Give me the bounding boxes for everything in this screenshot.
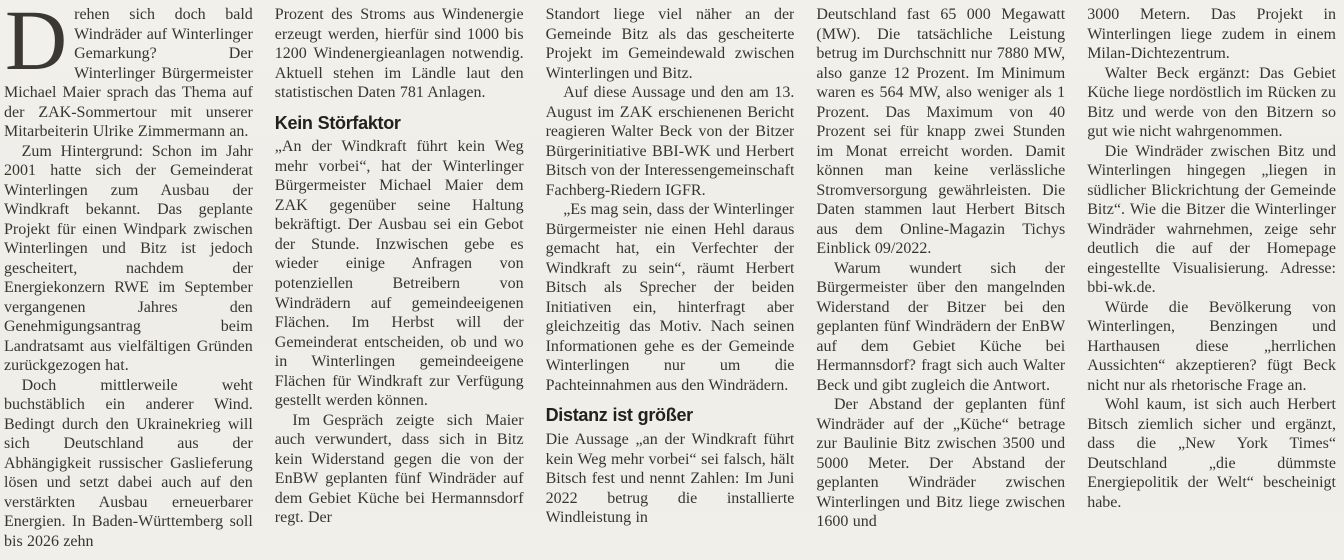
lead-text: rehen sich doch bald Windräder auf Winterlinger Gemarkung? Der Winterlinger Bürgermeister Michael Maier sprach das Thema auf der ZAK-Sommertour mit unserer Mitarbeiterin Ulrike Zimmermann an. <box>4 6 253 141</box>
article-column-3 <box>546 5 795 560</box>
article-paragraph: Der Abstand der geplanten fünf Windräder auf der „Küche“ betrage zur Baulinie Bitz zwischen 3500 und 5000 Meter. Der Abstand der geplanten Windräder zwischen Winterlingen und Bitz liege zwischen 1600 und <box>816 396 1066 531</box>
article-paragraph-continuation: Deutschland fast 65 000 Megawatt (MW). Die tatsächliche Leistung betrug im Durchschnitt nur 7880 MW, also ganze 12 Prozent. Im Minimum waren es 564 MW, also weniger als 1 Prozent. Das Maximum von 40 Prozent sei für knapp zwei Stunden im Monat erreicht worden. Damit können man keine verlässliche Stromversorgung gewährleisten. Die Daten stammen laut Herbert Bitsch aus dem Online-Magazin Tichys Einblick 09/2022. <box>816 6 1066 258</box>
article-paragraph: Walter Beck ergänzt: Das Gebiet Küche liege nordöstlich im Rücken zu Bitz und werde von den Bitzern so gut wie nicht wahrgenommen. <box>1087 64 1336 141</box>
article-paragraph: Würde die Bevölkerung von Winterlingen, Benzingen und Harthausen diese „herrlichen Aussichten“ akzeptieren? fügt Beck nicht nur als rhetorische Frage an. <box>1087 298 1336 394</box>
article-paragraph: Wohl kaum, ist sich auch Herbert Bitsch ziemlich sicher und ergänzt, dass die „New York Times“ Deutschland „die dümmste Energiepolitik der Welt“ bescheinigt habe. <box>1087 396 1336 511</box>
article-paragraph: „An der Windkraft führt kein Weg mehr vorbei“, hat der Winterlinger Bürgermeister Michael Maier dem ZAK gegenüber seine Haltung bekräftigt. Der Ausbau sei ein Gebot der Stunde. Inzwischen gebe es wieder einige Anfragen von potenziellen Betreibern von Windrädern auf gemeindeeigenen Flächen. Im Herbst will der Gemeinderat entscheiden, ob und wo in Winterlingen gemeindeeigene Flächen für Windkraft zur Verfügung gestellt werden können. <box>274 138 524 410</box>
article-paragraph-continuation: 3000 Metern. Das Projekt in Winterlingen liege zudem in einem Milan-Dichtezentrum. <box>1087 6 1336 63</box>
article-paragraph: Warum wundert sich der Bürgermeister über den mangelnden Widerstand der Bitzer bei den geplanten fünf Windrädern der EnBW auf dem Gebiet Küche bei Hermannsdorf? fragt sich auch Walter Beck und gibt zugleich die Antwort. <box>816 259 1066 394</box>
lead-paragraph <box>4 5 253 142</box>
article-paragraph: Zum Hintergrund: Schon im Jahr 2001 hatte sich der Gemeinderat Winterlingen zum Ausbau der Windkraft bekannt. Das geplante Projekt für einen Windpark zwischen Winterlingen und Bitz ist jedoch gescheitert, nachdem der Energiekonzern RWE im September vergangenen Jahres den Genehmigungsantrag beim Landratsamt aus vielfältigen Gründen zurückgezogen hat. <box>4 142 253 375</box>
article-column-4 <box>816 5 1065 560</box>
article-paragraph: Die Aussage „an der Windkraft führt kein Weg mehr vorbei“ sei falsch, hält Bitsch fest und nennt Zahlen: Im Juni 2022 betrug die installierte Windleistung in <box>545 431 795 527</box>
article-paragraph: Die Windräder zwischen Bitz und Winterlingen hingegen „liegen in südlicher Blickrichtung der Gemeinde Bitz“. Wie die Bitzer die Winterlinger Windräder wahrnehmen, zeige sehr deutlich die auf der Homepage eingestellte Visualisierung. Adresse: bbi-wk.de. <box>1087 142 1336 297</box>
section-heading-kein-stoerfaktor: Kein Störfaktor <box>274 112 401 133</box>
drop-cap: D <box>5 5 68 88</box>
article-column-2 <box>275 5 524 560</box>
article-paragraph: Doch mittlerweile weht buchstäblich ein anderer Wind. Bedingt durch den Ukrainekrieg will sich Deutschland aus der Abhängigkeit russischer Gaslieferung lösen und setzt dabei auch auf den verstärkten Ausbau erneuerbarer Energien. In Baden-Württemberg soll bis 2026 zehn <box>4 376 253 550</box>
article-paragraph-continuation: Prozent des Stroms aus Windenergie erzeugt werden, hierfür sind 1000 bis 1200 Windenergieanlagen notwendig. Aktuell stehen im Ländle laut den statistischen Daten 781 Anlagen. <box>274 6 524 102</box>
article-column-5 <box>1087 5 1336 560</box>
article-column-1 <box>4 5 253 560</box>
article-paragraph-continuation: Standort liege viel näher an der Gemeinde Bitz als das gescheiterte Projekt im Gemeindewald zwischen Winterlingen und Bitz. <box>545 6 795 82</box>
article-paragraph: Auf diese Aussage und den am 13. August im ZAK erschienenen Bericht reagieren Walter Beck von der Bitzer Bürgerinitiative BBI-WK und Herbert Bitsch von der Interessengemeinschaft Fachberg-Riedern IGFR. <box>545 84 795 199</box>
article-paragraph: „Es mag sein, dass der Winterlinger Bürgermeister nie einen Hehl daraus gemacht hat, ein Verfechter der Windkraft zu sein“, räumt Herbert Bitsch als Sprecher der beiden Initiativen ein, hinterfragt aber gleichzeitig das Motiv. Nach seinen Informationen gehe es der Gemeinde Winterlingen nur um die Pachteinnahmen aus den Windrädern. <box>545 201 795 394</box>
article-paragraph: Im Gespräch zeigte sich Maier auch verwundert, dass sich in Bitz kein Widerstand gegen die von der EnBW geplanten fünf Windräder auf dem Gebiet Küche bei Hermannsdorf regt. Der <box>274 411 524 527</box>
section-heading-distanz-ist-groesser: Distanz ist größer <box>545 405 693 426</box>
